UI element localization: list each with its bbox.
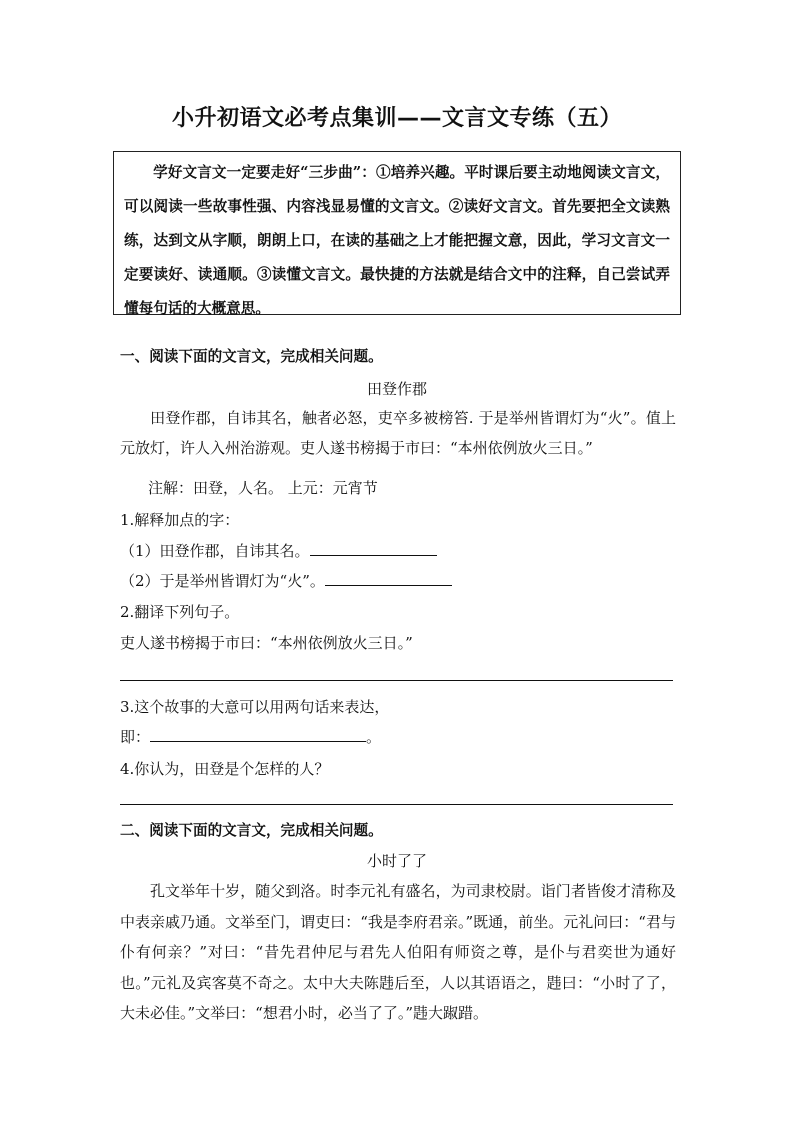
section1-passage-title: 田登作郡 (366, 380, 427, 398)
answer-line-q2[interactable] (120, 680, 673, 681)
question2: 2.翻译下列句子。 (120, 603, 240, 621)
answer-blank-1b[interactable] (325, 571, 452, 586)
question1a-text: （1）田登作郡，自讳其名。 (120, 542, 310, 560)
section2-passage-title: 小时了了 (366, 852, 427, 870)
question3-answer-row (120, 726, 381, 747)
question4: 4.你认为，田登是个怎样的人？ (120, 760, 330, 778)
page-title: 小升初语文必考点集训——文言文专练（五） (171, 106, 622, 131)
section1-heading: 一、阅读下面的文言文，完成相关问题。 (120, 348, 383, 365)
question3: 3.这个故事的大意可以用两句话来表达， (120, 698, 390, 716)
section2-passage (120, 876, 676, 1029)
study-tips-text: 学好文言文一定要走好“三步曲”：①培养兴趣。平时课后要主动地阅读文言文，可以阅读一些故事性强、内容浅显易懂的文言文。②读好文言文。首先要把全文读熟练，达到文从字顺，朗朗上口，在读的基础之上才能把握文意，因此，学习文言文一定要读好、读通顺。③读懂文言文。最快捷的方法就是结合文中的注释，自己尝试弄懂每句话的大概意思。 (124, 164, 670, 317)
answer-blank-q3[interactable] (150, 727, 366, 742)
question1: 1.解释加点的字： (120, 511, 240, 529)
section1-passage-text: 田登作郡，自讳其名，触者必怒，吏卒多被榜笞. 于是举州皆谓灯为“火”。值上元放灯，许人入州治游观。吏人遂书榜揭于市曰：“本州依例放火三日。” (120, 409, 676, 457)
answer-line-q4[interactable] (120, 804, 673, 805)
question1b (120, 570, 452, 591)
question1a (120, 540, 437, 561)
answer-blank-1a[interactable] (310, 541, 437, 556)
question2-sentence: 吏人遂书榜揭于市曰：“本州依例放火三日。” (120, 634, 413, 652)
section2-heading: 二、阅读下面的文言文，完成相关问题。 (120, 822, 383, 839)
section2-passage-text: 孔文举年十岁，随父到洛。时李元礼有盛名，为司隶校尉。诣门者皆俊才清称及中表亲戚乃通。文举至门，谓吏曰：“我是李府君亲。”既通，前坐。元礼问曰：“君与仆有何亲？”对曰：“昔先君仲尼与君先人伯阳有师资之尊，是仆与君奕世为通好也。”元礼及宾客莫不奇之。太中大夫陈韪后至，人以其语语之，韪曰：“小时了了，大未必佳。”文举曰：“想君小时，必当了了。”韪大踧踖。 (120, 882, 676, 1022)
section1-note: 注解：田登，人名。 上元：元宵节 (148, 479, 378, 497)
study-tips-box (113, 151, 681, 315)
question3-suffix: 。 (366, 728, 382, 746)
question3-prefix: 即： (120, 728, 151, 746)
section1-passage (120, 403, 676, 463)
question1b-text: （2）于是举州皆谓灯为“火”。 (120, 572, 325, 590)
